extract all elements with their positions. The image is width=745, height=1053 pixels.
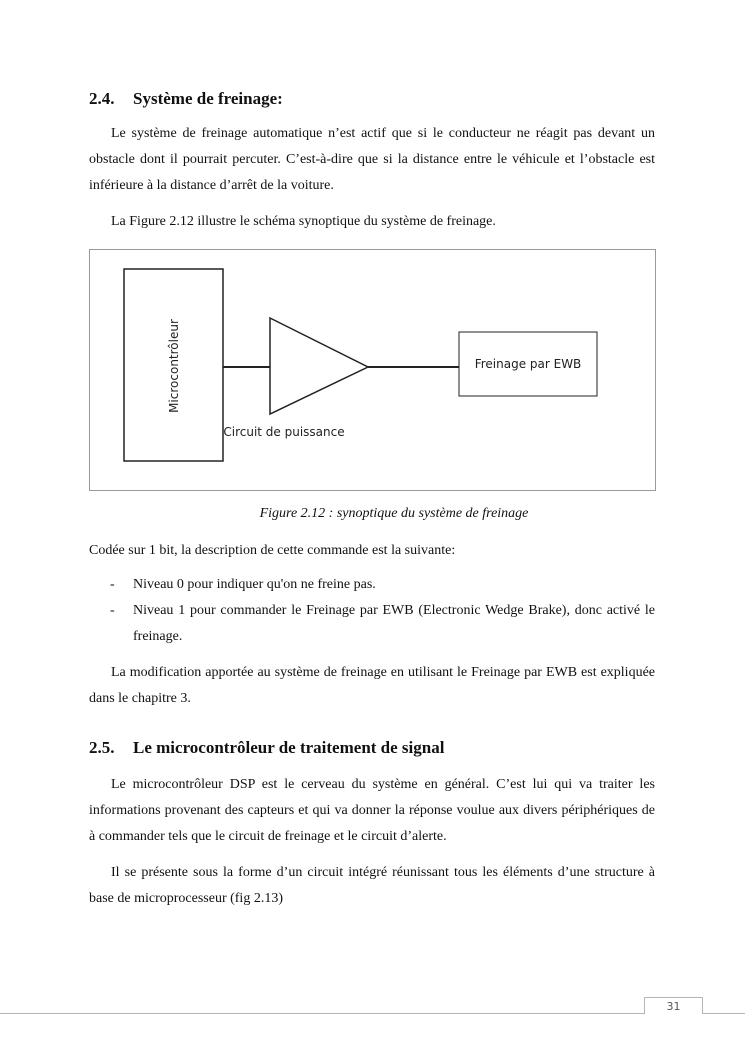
paragraph-command-intro: Codée sur 1 bit, la description de cette commande est la suivante: (89, 543, 456, 558)
paragraph-figure-reference: La Figure 2.12 illustre le schéma synoptique du système de freinage. (111, 214, 496, 229)
figure-synoptique (89, 249, 656, 491)
microcontroller-label: Microcontrôleur (167, 319, 181, 413)
paragraph-circuit-integre: Il se présente sous la forme d’un circuit intégré réunissant tous les éléments d’une structure à base de microprocesseur (fig 2.13) (89, 865, 655, 906)
section-heading-2-4 (89, 89, 283, 109)
figure-caption: Figure 2.12 : synoptique du système de freinage (259, 506, 529, 521)
paragraph-freinage-intro: Le système de freinage automatique n’est actif que si le conducteur ne réagit pas devant un obstacle dont il pourrait percuter. C’est-à-dire que si la distance entre le véhicule et l’obstacle est inférieure à la distance d’arrêt de la voiture. (89, 126, 655, 193)
list-item (110, 598, 655, 650)
paragraph-modification: La modification apportée au système de freinage en utilisant le Freinage par EWB est expliquée dans le chapitre 3. (89, 665, 655, 706)
bullet-dash: - (110, 603, 115, 618)
synoptique-diagram (90, 250, 657, 492)
section-title: Système de freinage: (133, 89, 283, 108)
section-title: Le microcontrôleur de traitement de signal (133, 738, 445, 757)
section-heading-2-5 (89, 738, 444, 758)
amplifier-triangle (270, 318, 368, 414)
bullet-text: Niveau 1 pour commander le Freinage par EWB (Electronic Wedge Brake), donc activé le freinage. (133, 603, 655, 644)
paragraph-dsp: Le microcontrôleur DSP est le cerveau du système en général. C’est lui qui va traiter les informations provenant des capteurs et qui va donner la réponse voulue aux divers périphériques de à commander tels que le circuit de freinage et le circuit d’alerte. (89, 777, 655, 844)
section-number: 2.5. (89, 738, 115, 757)
page-number: 31 (644, 997, 703, 1014)
bullet-text: Niveau 0 pour indiquer qu'on ne freine pas. (133, 577, 376, 592)
section-number: 2.4. (89, 89, 115, 108)
footer-rule-left (0, 1013, 644, 1014)
bullet-dash: - (110, 577, 115, 592)
ewb-label: Freinage par EWB (474, 357, 582, 371)
list-item (110, 572, 655, 598)
footer-rule-right (703, 1013, 745, 1014)
amplifier-label: Circuit de puissance (223, 425, 345, 439)
